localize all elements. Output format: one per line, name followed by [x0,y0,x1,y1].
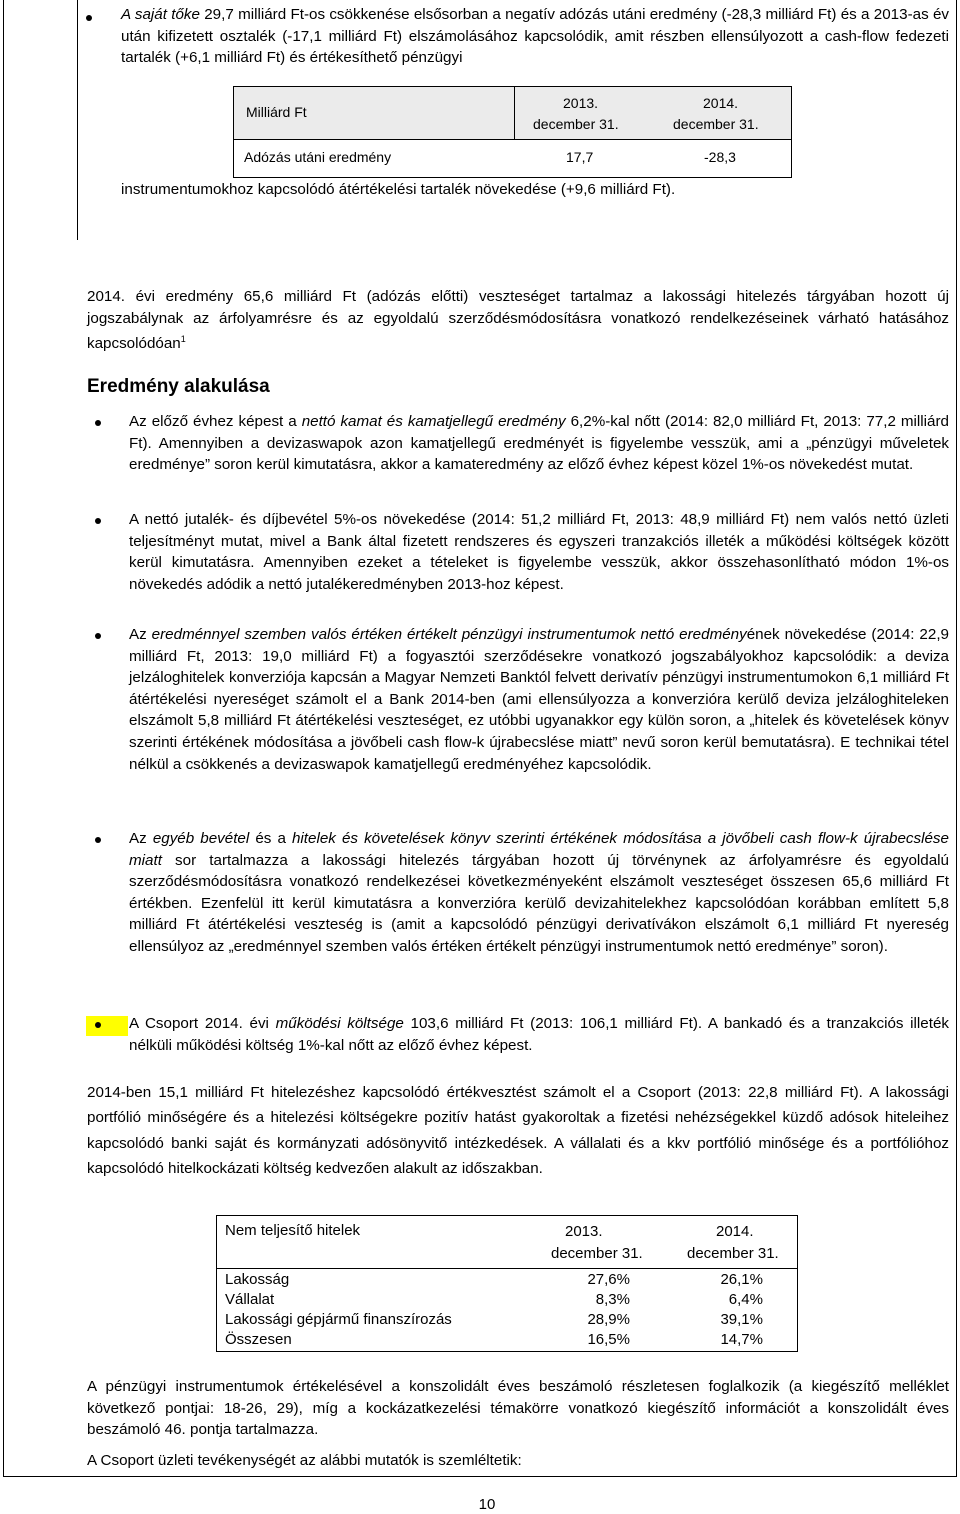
equity-bullet-continuation: instrumentumokhoz kapcsolódó átértékelési tartalék növekedése (+9,6 milliárd Ft). [121,181,676,198]
impairment-paragraph: 2014-ben 15,1 milliárd Ft hitelezéshez kapcsolódó értékvesztést számolt el a Csoport (2013: 22,8 milliárd Ft). A lakossági portfólió minőségére és a hitelezési költségekre pozitív hatást gyakoroltak a fizetési nehézségekkel küzdő adósok hiteleihez kapcsolódó banki saját és kormányzati adósönyvitő intézkedések. A vállalati és a kkv portfólió minősége és a portfólióhoz kapcsolódó hitelkockázati költség kedvezően alakult az időszakban. [87,1084,949,1178]
b3-pre: Az [129,626,152,643]
table2-row-v2: 6,4% [728,1291,763,1308]
b4-mid: és a [249,830,292,847]
table2-divider [217,1268,797,1269]
table2-title: Nem teljesítő hitelek [225,1222,361,1239]
table2-row-v2: 39,1% [720,1311,763,1328]
b5-italic: működési költsége [275,1015,404,1032]
bullet-dot [95,633,101,639]
bullet-dot [95,420,101,426]
equity-italic: A saját tőke [121,6,200,23]
table1-row-v2: -28,3 [704,149,736,165]
table2-col1-date: december 31. [551,1245,643,1262]
result-2014-paragraph [87,286,949,355]
highlight-mark [86,1016,128,1036]
b1-post: 6,2%-kal nőtt (2014: 82,0 milliárd Ft, 2013: 77,2 milliárd Ft). Amennyiben a devizaswapok azon kamatjellegű eredményét is figyelembe vesszük, ami a „pénzügyi műveletek eredménye” soron kerül kimutatásra, akkor a kamateredmény az előző évhez képest közel 1%-os növekedést mutat. [129,413,949,474]
table1-col2-year: 2014. [703,95,739,111]
b3-post: ének növekedése (2014: 22,9 milliárd Ft, 2013: 19,0 milliárd Ft) a fogyasztói szerződésekre vonatkozó jogszabályokhoz kapcsolódik: a deviza jelzáloghitelek konverziója kapcsán a Magyar Nemzeti Banktól felvett derivatív pénzügyi instrumentumokon 6,1 milliárd Ft átértékelési nyereséget számolt el a Bank 2014-ben (ami ellensúlyozza a konverzióra kerülő deviza jelzáloghiteleken elszámolt 5,8 milliárd Ft átértékelési veszteséget, ez utóbbi ugyanakkor egy külön soron, a „hitelek és követelések könyv szerinti értékének módosítása a jövőbeli cash flow-k újrabecslése miatt” nevű soron kerül bemutatásra). E technikai tétel nélkül a csökkenés a devizaswapok kamatjellegű eredményéhez kapcsolódik. [129,626,949,773]
page-number: 10 [478,1496,496,1513]
b5-pre: A Csoport 2014. évi [129,1015,276,1032]
table2-row-label: Lakosság [225,1271,290,1288]
b5-post: 103,6 milliárd Ft (2013: 106,1 milliárd Ft). A bankadó és a tranzakciós illeték nélküli működési költség 1%-kal nőtt az előző évhez képest. [129,1015,949,1054]
bullet-fvtpl [129,624,949,775]
table2-row-v2: 14,7% [720,1331,763,1348]
table2-row-v1: 27,6% [587,1271,630,1288]
table2-row-label: Lakossági gépjármű finanszírozás [225,1311,452,1328]
bullet-net-interest [129,411,949,476]
bullet-other-income [129,828,949,958]
table1-col1-date: december 31. [533,116,619,132]
bullet-fee-income: A nettó jutalék- és díjbevétel 5%-os növekedése (2014: 51,2 milliárd Ft, 2013: 48,9 milliárd Ft) nem valós nettó üzleti teljesítményt mutat, mivel a Bank által fizetett rendszeres és egyszeri tranzakciós illeték a működési költségek között kerül kimutatásra. Amennyiben ezeket a tételeket is figyelembe vesszük, akkor összehasonlítható módon 1%-os növekedés adódik a nettó jutalékeredményben 2013-hoz képest. [129,511,949,593]
footnote-ref: 1 [180,334,186,345]
table1-col1-year: 2013. [563,95,599,111]
b1-pre: Az előző évhez képest a [129,413,302,430]
table1-divider [234,139,791,140]
bullet-opex [129,1013,949,1056]
margin-rule [77,0,78,240]
table2-col2-date: december 31. [687,1245,779,1262]
b3-italic: eredménnyel szemben valós értéken értékelt pénzügyi instrumentumok nettó eredmény [151,626,747,643]
b4-italic1: egyéb bevétel [152,830,250,847]
table2-col2-year: 2014. [716,1223,754,1240]
table2-row-v1: 16,5% [587,1331,630,1348]
table2-row-v2: 26,1% [720,1271,763,1288]
b4-post: sor tartalmazza a lakossági hitelezés tárgyában hozott új törvénynek az árfolyamrésre és egyoldalú szerződésmódosításra vonatkozó rendelkezései következményeként elszámolt veszteséget összesen 65,6 milliárd Ft értékben. Ezenfelül itt kerül kimutatásra a konverzióra kerülő devizahitelekhez kapcsolódóan korábban említett 5,8 milliárd Ft átértékelési veszteség is (amit a kapcsolódó pénzügyi derivatívákon elszámolt 6,1 milliárd Ft nyereség ellensúlyoz az „eredménnyel szemben valós értéken értékelt pénzügyi instrumentumok nettó eredménye” soron). [129,851,949,955]
table1-row-v1: 17,7 [566,149,594,165]
table1-unit-label: Milliárd Ft [246,104,307,120]
equity-bullet-text [121,4,949,69]
bullet-dot [95,1022,101,1028]
table1-vdivider [514,87,515,139]
bullet-dot [95,518,101,524]
table2-col1-year: 2013. [565,1223,603,1240]
b4-italic2: hitelek és követelések könyv szerinti értékének módosítása a jövőbeli cash flow-k újrabecslése miatt [129,830,949,869]
table1-row-label: Adózás utáni eredmény [244,149,392,165]
table1-col2-date: december 31. [673,116,759,132]
result-2014-text: 2014. évi eredmény 65,6 milliárd Ft (adózás előtti) veszteséget tartalmaz a lakossági hitelezés tárgyában hozott új jogszabálynak az árfolyamrésre és az egyoldalú szerződésmódosításra vonatkozó rendelkezéseinek várható hatásához kapcsolódóan [87,288,949,353]
b4-pre: Az [129,830,153,847]
table2-row-v1: 8,3% [595,1291,630,1308]
table2-row-label: Összesen [225,1331,292,1348]
instruments-paragraph: A pénzügyi instrumentumok értékelésével a konszolidált éves beszámoló részletesen foglalkozik (a kiegészítő melléklet következő pontjai: 18-26, 29), míg a kockázatkezelési témakörre vonatkozó kiegészítő információt a konszolidált éves beszámoló 46. pontja tartalmazza. [87,1378,949,1439]
table2-row-v1: 28,9% [587,1311,630,1328]
equity-rest: 29,7 milliárd Ft-os csökkenése elsősorban a negatív adózás utáni eredmény (-28,3 milliárd Ft) és a 2013-as év után kifizetett osztalék (-17,1 milliárd Ft) elszámolásához kapcsolódik, amit részben ellensúlyozott a cash-flow fedezeti tartalék (+6,1 milliárd Ft) és értékesíthető pénzügyi [121,6,950,67]
indicators-intro: A Csoport üzleti tevékenységét az alábbi mutatók is szemléltetik: [87,1452,522,1469]
b1-italic: nettó kamat és kamatjellegű eredmény [301,413,566,430]
bullet-dot [95,837,101,843]
table2-row-label: Vállalat [225,1291,275,1308]
bullet-dot [86,15,92,21]
section-heading: Eredmény alakulása [87,376,270,397]
